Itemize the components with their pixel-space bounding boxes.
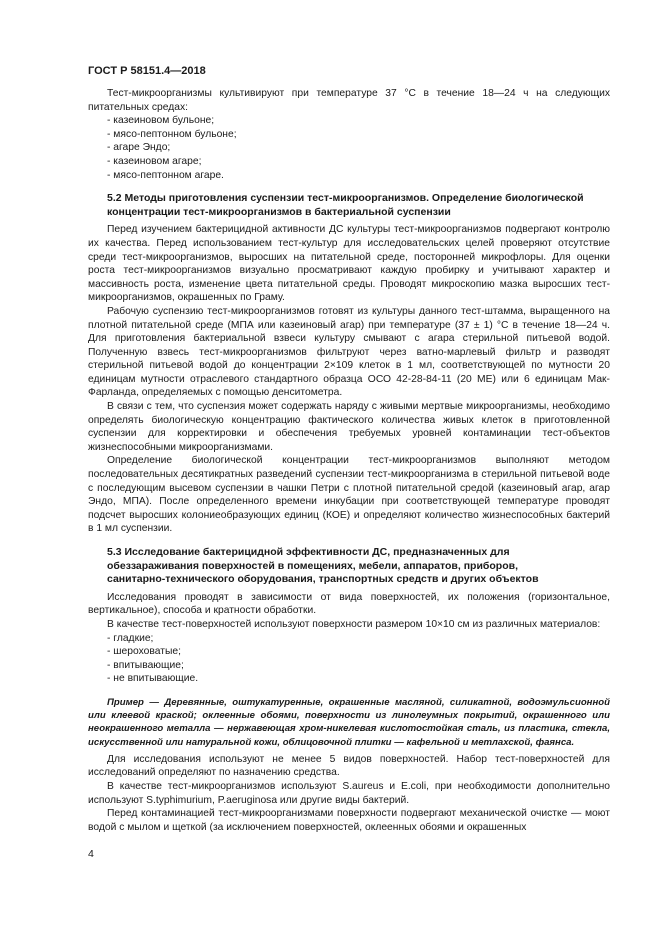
paragraph: Перед изучением бактерицидной активности ДС культуры тест-микроорганизмов подвергают контролю их качества. Перед использованием тест-культур для исследовательских целей проверяют отсутствие среди тест-микроорганизмов, выросших на питательной среде, посторонней микрофлоры. Для оценки роста тест-микроорганизмов визуально просматривают каждую пробирку и учитывают характер и массивность роста, изменение цвета питательной среды. Проводят микроскопию мазка выросших тест-микроорганизмов, окрашенных по Граму. <box>88 224 610 304</box>
paragraph: Исследования проводят в зависимости от вида поверхностей, их положения (горизонтальное, вертикальное), способа и кратности обработки. <box>88 591 610 617</box>
paragraph: В качестве тест-микроорганизмов используют S.aureus и E.coli, при необходимости дополнительно используют S.typhimurium, P.aeruginosa или другие виды бактерий. <box>88 780 610 806</box>
paragraph: Для исследования используют не менее 5 видов поверхностей. Набор тест-поверхностей для исследований определяют по назначению средства. <box>88 753 610 779</box>
surface-types-list <box>88 632 610 686</box>
intro-paragraph: Тест-микроорганизмы культивируют при температуре 37 °С в течение 18—24 ч на следующих питательных средах: <box>88 88 610 113</box>
standard-header: ГОСТ Р 58151.4—2018 <box>88 65 206 77</box>
surface-list-item: - не впитывающие. <box>107 673 199 685</box>
media-list <box>88 114 610 182</box>
section-5-3-heading: 5.3 Исследование бактерицидной эффективности ДС, предназначенных для обеззараживания поверхностей в помещениях, мебели, аппаратов, приборов, санитарно-технического оборудования, транспортных средств и других объектов <box>107 546 539 586</box>
surface-list-item: - шероховатые; <box>107 646 181 658</box>
paragraph: Перед контаминацией тест-микроорганизмами поверхности подвергают механической очистке — моют водой с мылом и щеткой (за исключением поверхностей, оклеенных обоями и окрашенных <box>88 808 610 833</box>
media-list-item: - казеиновом бульоне; <box>107 115 215 127</box>
page-body <box>88 87 610 834</box>
media-list-item: - казеиновом агаре; <box>107 155 202 167</box>
paragraph: В качестве тест-поверхностей используют поверхности размером 10×10 см из различных материалов: <box>107 618 601 630</box>
surface-list-item: - гладкие; <box>107 632 154 644</box>
example-paragraph: Пример — Деревянные, оштукатуренные, окрашенные масляной, силикатной, водоэмульсионной или клеевой краской; оклеенные обоями, поверхности из линолеумных покрытий, окрашенного или неокрашенного металла — нержавеющая хром-никелевая кислотостойкая сталь, из пластика, стекла, искусственной или натуральной кожи, облицовочной плитки — кафельной и метлахской, фаянса. <box>88 696 610 748</box>
surface-list-item: - впитывающие; <box>107 659 184 671</box>
paragraph: Определение биологической концентрации тест-микроорганизмов выполняют методом последовательных десятикратных разведений суспензии тест-микроорганизма в стерильной питьевой воде с последующим высевом суспензии в чашки Петри с плотной питательной средой (казеиновый агар, агар Эндо, МПА). После определенного времени инкубации при соответствующей температуре проводят подсчет выросших колониеобразующих единиц (КОЕ) и определяют количество жизнеспособных бактерий в 1 мл суспензии. <box>88 455 610 535</box>
paragraph: Рабочую суспензию тест-микроорганизмов готовят из культуры данного тест-штамма, выращенного на плотной питательной среде (МПА или казеиновый агар) при температуре (37 ± 1) °С в течение 18—24 ч. Для приготовления бактериальной взвеси культуру смывают с агара стерильной питьевой водой. Полученную взвесь тест-микроорганизмов фильтруют через ватно-марлевый фильтр и разводят стерильной питьевой водой до концентрации 2×109 клеток в 1 мл, соответствующей по мутности 20 единицам мутности отраслевого стандартного образца ОСО 42-28-84-11 (20 МЕ) или 6 единицам Мак-Фарланда, определяемых с помощью денситометра. <box>88 305 610 399</box>
media-list-item: - мясо-пептонном агаре. <box>107 169 224 181</box>
paragraph: В связи с тем, что суспензия может содержать наряду с живыми мертвые микроорганизмы, необходимо определять биологическую концентрацию фактического количества живых клеток в приготовленной суспензии для корректировки и обеспечения требуемых уровней контаминации тест-объектов жизнеспособными микроорганизмами. <box>88 401 610 453</box>
section-5-2-heading: 5.2 Методы приготовления суспензии тест-микроорганизмов. Определение биологической концентрации тест-микроорганизмов в бактериальной суспензии <box>107 192 584 218</box>
page-number: 4 <box>88 848 94 860</box>
media-list-item: - агаре Эндо; <box>107 142 171 154</box>
media-list-item: - мясо-пептонном бульоне; <box>107 128 237 140</box>
